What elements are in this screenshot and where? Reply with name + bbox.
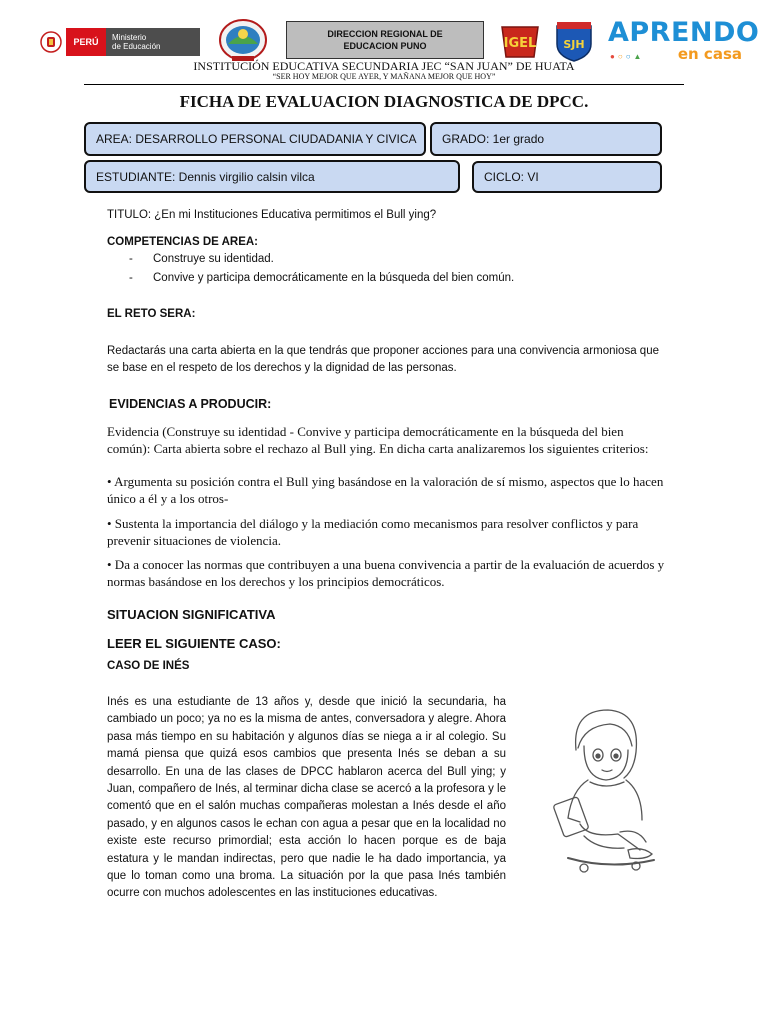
header-divider	[84, 84, 684, 85]
grado-label: GRADO: 1er grado	[442, 132, 545, 146]
evidencias-heading: EVIDENCIAS A PRODUCIR:	[109, 397, 272, 411]
titulo-text: TITULO: ¿En mi Instituciones Educativa permitimos el Bull ying?	[107, 209, 437, 221]
estudiante-label: ESTUDIANTE: Dennis virgilio calsin vilca	[96, 169, 315, 184]
peru-label: PERÚ	[66, 28, 106, 56]
svg-text:SJH: SJH	[563, 38, 585, 51]
regional-emblem-icon	[218, 18, 268, 64]
estudiante-box	[84, 160, 460, 193]
list-item: - Convive y participa democráticamente en la búsqueda del bien común.	[129, 272, 515, 284]
leer-heading: LEER EL SIGUIENTE CASO:	[107, 636, 281, 651]
criterio-item: • Argumenta su posición contra el Bull ying basándose en la valoración de sí mismo, aspectos que lo hacen único a él y a los otros-	[107, 474, 664, 506]
case-story-text: Inés es una estudiante de 13 años y, desde que inició la secundaria, ha cambiado un poco; ya no es la misma de antes, conversadora y alegre. Ahora pasa más tiempo en su habitación y algunos días se niega a ir al colegio. Su mamá piensa que quizá esos cambios que presenta Inés se deban a su desarrollo. En una de las clases de DPCC hablaron acerca del Bull ying; y Juan, compañero de Inés, al terminar dicha clase se acercó a la profesora y le comentó que en el salón muchas compañeras molestan a Inés desde el año pasado, y en algunos casos le echan con agua a pesar que en la localidad no existe este recurso primordial; esta acción lo hacen porque es de baja estatura y le mandan indirectas, pero que nadie le ha dado importancia, ya que lo toman como una broma. La situación por la que pasa Inés también ocurre con muchos adolescentes en las instituciones educativas.	[107, 696, 506, 900]
aprendo-en-casa-logo: APRENDO ●○○▲ en casa	[608, 17, 760, 63]
minedu-logo	[36, 28, 200, 56]
reto-heading: EL RETO SERA:	[107, 308, 196, 320]
situacion-heading: SITUACION SIGNIFICATIVA	[107, 607, 276, 622]
institution-name: INSTITUCIÓN EDUCATIVA SECUNDARIA JEC “SAN JUAN” DE HUATA	[193, 59, 575, 73]
evidencia-text: Evidencia (Construye su identidad - Convive y participa democráticamente en la búsqueda del bien común): Carta abierta sobre el rechazo al Bull ying. En dicha carta analizaremos los siguientes criterios:	[107, 424, 649, 456]
school-crest-icon	[554, 20, 594, 62]
ciclo-label: CICLO: VI	[484, 170, 539, 184]
competencias-heading: COMPETENCIAS DE AREA:	[107, 236, 258, 248]
criterio-item: • Da a conocer las normas que contribuyen a una buena convivencia a partir de la evaluación de acuerdos y normas basándose en los derechos y los principios democráticos.	[107, 557, 665, 589]
aprendo-dots-icon: ●○○▲	[610, 52, 645, 61]
peru-shield-icon	[36, 28, 66, 56]
criterio-item: • Sustenta la importancia del diálogo y la mediación como mecanismos para resolver conflictos y para prevenir situaciones de violencia.	[107, 516, 639, 548]
grado-box	[430, 122, 662, 156]
igel-logo-icon	[498, 21, 542, 61]
area-box	[84, 122, 426, 156]
caso-heading: CASO DE INÉS	[107, 660, 190, 672]
area-label: AREA: DESARROLLO PERSONAL CIUDADANIA Y CIVICA	[96, 132, 417, 146]
ministry-label: Ministerio de Educación	[106, 28, 200, 56]
list-item: - Construye su identidad.	[129, 253, 274, 265]
svg-text:IGEL: IGEL	[503, 36, 537, 51]
page-title: FICHA DE EVALUACION DIAGNOSTICA DE DPCC.	[179, 92, 589, 111]
institution-motto: “SER HOY MEJOR QUE AYER, Y MAÑANA MEJOR QUE HOY”	[272, 72, 496, 81]
girl-tablet-illustration-icon	[528, 700, 664, 880]
ciclo-box	[472, 161, 662, 193]
regional-direction-label: DIRECCION REGIONAL DE EDUCACION PUNO	[286, 21, 484, 59]
reto-text: Redactarás una carta abierta en la que tendrás que proponer acciones para una convivencia armoniosa que se base en el respeto de los derechos y la dignidad de las personas.	[107, 345, 659, 374]
